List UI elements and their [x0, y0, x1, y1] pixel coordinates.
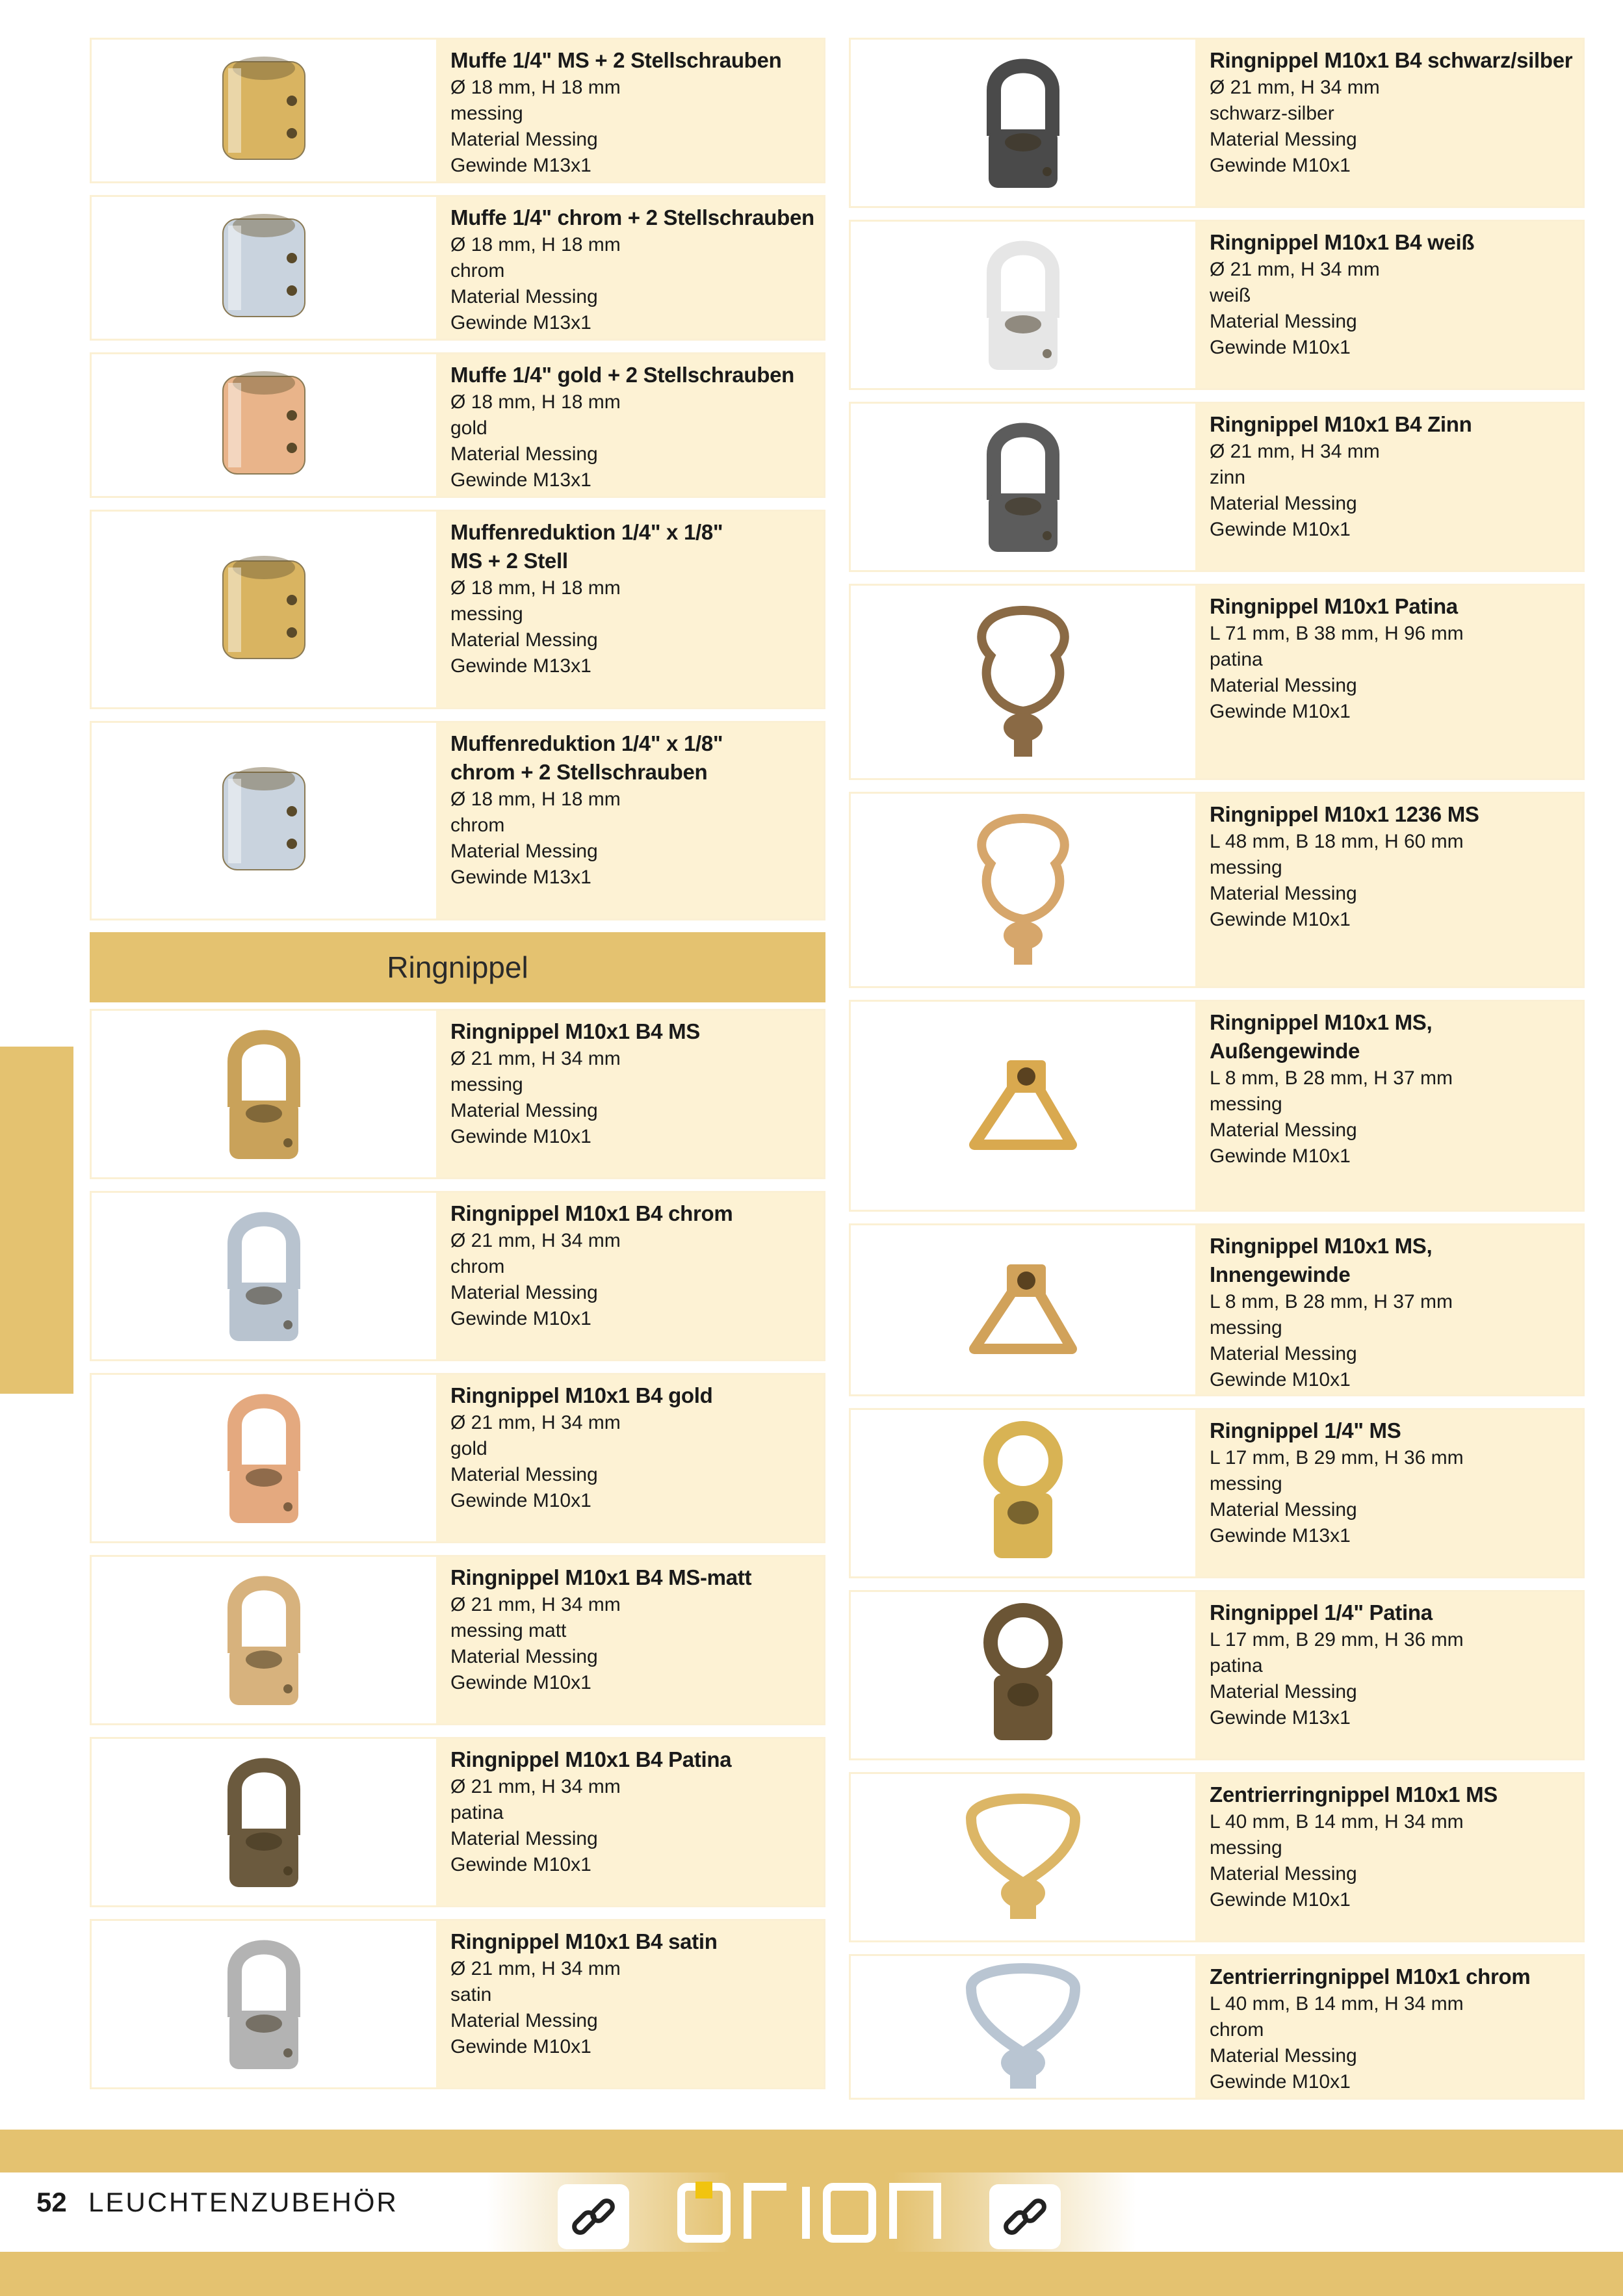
product-spec: messing [450, 603, 523, 625]
product-spec: Gewinde M10x1 [450, 2036, 591, 2057]
product-spec: Ø 18 mm, H 18 mm [450, 234, 621, 255]
product-description [1195, 1225, 1583, 1394]
product-title: Ringnippel 1/4" MS [1210, 1418, 1401, 1442]
product-spec: Ø 21 mm, H 34 mm [450, 1230, 621, 1251]
product-spec: Material Messing [450, 1646, 598, 1667]
product-spec: Gewinde M10x1 [1210, 1369, 1351, 1390]
product-title: Ringnippel M10x1 Patina [1210, 594, 1458, 618]
ring-nipple-chrome-icon [92, 1193, 436, 1359]
product-spec: L 8 mm, B 28 mm, H 37 mm [1210, 1291, 1453, 1312]
product-spec: Ø 21 mm, H 34 mm [1210, 77, 1380, 98]
product-spec: messing [450, 1074, 523, 1095]
product-spec: patina [1210, 1655, 1263, 1676]
product-description [436, 1739, 824, 1905]
product-spec: Material Messing [450, 1100, 598, 1121]
section-header: Ringnippel [90, 932, 825, 1002]
product-title: Zentrierringnippel M10x1 chrom [1210, 1964, 1531, 1989]
product-spec: schwarz-silber [1210, 103, 1334, 124]
ornate-ring-nipple-patina-icon [851, 586, 1195, 778]
product-spec: messing [450, 103, 523, 124]
product-spec: Ø 21 mm, H 34 mm [1210, 259, 1380, 280]
product-title: Ringnippel M10x1 B4 MS [450, 1019, 700, 1043]
ring-nipple-pewter-icon [851, 404, 1195, 570]
product-spec: Gewinde M10x1 [450, 1672, 591, 1693]
product-spec: Material Messing [1210, 2045, 1357, 2067]
product-description [1195, 1410, 1583, 1576]
product-title: Ringnippel M10x1 B4 Patina [450, 1747, 732, 1771]
product-spec: Material Messing [1210, 311, 1357, 332]
product-description [1195, 404, 1583, 570]
product-title: Muffe 1/4" MS + 2 Stellschrauben [450, 48, 782, 72]
product-spec: messing [1210, 1317, 1282, 1338]
product-spec: Ø 21 mm, H 34 mm [1210, 441, 1380, 462]
product-card [849, 1590, 1585, 1760]
round-ring-nipple-patina-icon [851, 1592, 1195, 1758]
product-title: Ringnippel M10x1 B4 weiß [1210, 230, 1475, 254]
product-card [90, 510, 825, 709]
product-spec: chrom [450, 1256, 505, 1277]
ring-nipple-brass-icon [92, 1011, 436, 1177]
ornate-ring-nipple-brass-icon [851, 794, 1195, 986]
product-card [849, 584, 1585, 780]
product-description [436, 723, 824, 919]
product-title: Zentrierringnippel M10x1 MS [1210, 1782, 1498, 1807]
product-title: Ringnippel M10x1 1236 MS [1210, 802, 1479, 826]
ring-nipple-patina-icon [92, 1739, 436, 1905]
product-spec: Material Messing [1210, 1343, 1357, 1364]
product-spec: Material Messing [1210, 1863, 1357, 1885]
product-title: Ringnippel 1/4" Patina [1210, 1600, 1433, 1624]
product-spec: Gewinde M13x1 [1210, 1707, 1351, 1729]
product-spec: Material Messing [1210, 129, 1357, 150]
product-description [1195, 1956, 1583, 2098]
product-description [436, 512, 824, 707]
product-spec: L 17 mm, B 29 mm, H 36 mm [1210, 1629, 1464, 1650]
sleeve-reduction-chrome-icon [92, 723, 436, 919]
centering-ring-nipple-brass-icon [851, 1774, 1195, 1940]
product-spec: Material Messing [450, 286, 598, 307]
product-title: Ringnippel M10x1 MS, Außengewinde [1210, 1010, 1433, 1063]
product-spec: Gewinde M10x1 [450, 1854, 591, 1875]
product-spec: gold [450, 1438, 487, 1459]
ring-nipple-black-silver-icon [851, 40, 1195, 206]
round-ring-nipple-brass-icon [851, 1410, 1195, 1576]
product-spec: messing [1210, 857, 1282, 878]
product-card [90, 1737, 825, 1907]
product-spec: Material Messing [1210, 1681, 1357, 1702]
product-card [90, 38, 825, 183]
product-description [436, 40, 824, 181]
product-title: Ringnippel M10x1 MS, Innengewinde [1210, 1234, 1433, 1286]
product-spec: L 17 mm, B 29 mm, H 36 mm [1210, 1447, 1464, 1468]
product-title: Ringnippel M10x1 B4 gold [450, 1383, 713, 1407]
chain-link-icon [989, 2184, 1061, 2249]
product-spec: Material Messing [1210, 493, 1357, 514]
product-spec: patina [1210, 649, 1263, 670]
footer-band-top [0, 2130, 1623, 2172]
product-card [90, 721, 825, 920]
product-spec: Ø 21 mm, H 34 mm [450, 1776, 621, 1797]
product-spec: Material Messing [1210, 1119, 1357, 1141]
product-spec: messing [1210, 1837, 1282, 1859]
product-spec: Ø 21 mm, H 34 mm [450, 1958, 621, 1979]
footer-band-bottom [0, 2252, 1623, 2296]
product-spec: Gewinde M10x1 [1210, 1889, 1351, 1911]
product-description [1195, 222, 1583, 388]
ring-nipple-gold-icon [92, 1375, 436, 1541]
product-spec: Material Messing [450, 443, 598, 465]
product-spec: zinn [1210, 467, 1246, 488]
ring-nipple-brass-matt-icon [92, 1557, 436, 1723]
product-card [90, 1191, 825, 1361]
product-description [1195, 794, 1583, 986]
product-title: Ringnippel M10x1 B4 schwarz/silber [1210, 48, 1573, 72]
product-description [436, 1557, 824, 1723]
product-spec: Ø 18 mm, H 18 mm [450, 77, 621, 98]
product-spec: messing [1210, 1473, 1282, 1494]
product-card [90, 1919, 825, 2089]
product-card [90, 1373, 825, 1543]
product-description [436, 197, 824, 339]
product-spec: Gewinde M10x1 [450, 1126, 591, 1147]
product-spec: patina [450, 1802, 504, 1823]
product-spec: satin [450, 1984, 492, 2005]
product-spec: Gewinde M13x1 [1210, 1525, 1351, 1546]
product-spec: L 71 mm, B 38 mm, H 96 mm [1210, 623, 1464, 644]
product-description [436, 1921, 824, 2087]
product-title: Muffenreduktion 1/4" x 1/8" chrom + 2 Stellschrauben [450, 731, 723, 784]
product-description [436, 354, 824, 496]
product-spec: Gewinde M10x1 [1210, 1145, 1351, 1167]
section-name: LEUCHTENZUBEHÖR [88, 2187, 398, 2217]
product-description [1195, 586, 1583, 778]
left-column [90, 38, 825, 2101]
product-title: Muffe 1/4" chrom + 2 Stellschrauben [450, 205, 814, 229]
product-spec: Material Messing [450, 2010, 598, 2031]
footer [0, 2130, 1623, 2296]
product-spec: Gewinde M13x1 [450, 469, 591, 491]
product-spec: Material Messing [450, 129, 598, 150]
product-title: Ringnippel M10x1 B4 Zinn [1210, 412, 1472, 436]
product-title: Muffenreduktion 1/4" x 1/8" MS + 2 Stell [450, 520, 723, 573]
product-card [90, 352, 825, 498]
product-spec: L 40 mm, B 14 mm, H 34 mm [1210, 1811, 1464, 1833]
product-spec: Material Messing [1210, 1499, 1357, 1520]
product-spec: Gewinde M10x1 [1210, 2071, 1351, 2093]
product-spec: Material Messing [450, 1828, 598, 1849]
product-spec: gold [450, 417, 487, 439]
product-card [849, 1954, 1585, 2100]
product-spec: Material Messing [450, 629, 598, 651]
product-spec: Gewinde M13x1 [450, 655, 591, 677]
product-description [436, 1193, 824, 1359]
product-spec: Ø 21 mm, H 34 mm [450, 1412, 621, 1433]
page-number: 52 [36, 2187, 67, 2217]
product-card [90, 1555, 825, 1725]
product-spec: Material Messing [1210, 883, 1357, 904]
product-spec: L 48 mm, B 18 mm, H 60 mm [1210, 831, 1464, 852]
product-description [1195, 1592, 1583, 1758]
product-card [849, 792, 1585, 988]
triangle-ring-nipple-internal-icon [851, 1225, 1195, 1394]
chain-link-icon [558, 2184, 629, 2249]
product-spec: Ø 18 mm, H 18 mm [450, 789, 621, 810]
product-spec: Material Messing [450, 841, 598, 862]
orion-logo [676, 2176, 949, 2248]
product-spec: Ø 18 mm, H 18 mm [450, 577, 621, 599]
product-card [849, 1000, 1585, 1212]
product-spec: Gewinde M13x1 [450, 155, 591, 176]
product-card [90, 1009, 825, 1179]
sleeve-gold-icon [92, 354, 436, 496]
product-spec: chrom [1210, 2019, 1264, 2041]
sleeve-chrome-icon [92, 197, 436, 339]
product-spec: Gewinde M13x1 [450, 867, 591, 888]
product-description [1195, 40, 1583, 206]
product-card [849, 220, 1585, 390]
product-spec: messing matt [450, 1620, 567, 1641]
product-spec: Gewinde M10x1 [1210, 337, 1351, 358]
product-title: Ringnippel M10x1 B4 chrom [450, 1201, 733, 1225]
product-spec: messing [1210, 1093, 1282, 1115]
sleeve-reduction-brass-icon [92, 512, 436, 707]
product-card [849, 1223, 1585, 1396]
ring-nipple-white-icon [851, 222, 1195, 388]
product-spec: chrom [450, 815, 505, 836]
product-card [849, 38, 1585, 208]
product-spec: Ø 21 mm, H 34 mm [450, 1594, 621, 1615]
sleeve-brass-icon [92, 40, 436, 181]
product-spec: Gewinde M10x1 [450, 1308, 591, 1329]
product-spec: Gewinde M10x1 [450, 1490, 591, 1511]
product-title: Muffe 1/4" gold + 2 Stellschrauben [450, 363, 794, 387]
side-tab [0, 1047, 73, 1394]
product-spec: Ø 18 mm, H 18 mm [450, 391, 621, 413]
product-card [90, 195, 825, 341]
product-spec: L 40 mm, B 14 mm, H 34 mm [1210, 1993, 1464, 2015]
product-description [436, 1011, 824, 1177]
product-description [1195, 1774, 1583, 1940]
product-spec: Material Messing [450, 1464, 598, 1485]
product-spec: Gewinde M10x1 [1210, 701, 1351, 722]
product-spec: Material Messing [450, 1282, 598, 1303]
product-title: Ringnippel M10x1 B4 satin [450, 1929, 718, 1953]
product-spec: chrom [450, 260, 505, 281]
centering-ring-nipple-chrome-icon [851, 1956, 1195, 2098]
product-title: Ringnippel M10x1 B4 MS-matt [450, 1565, 752, 1589]
product-card [849, 402, 1585, 572]
product-spec: Material Messing [1210, 675, 1357, 696]
product-card [849, 1408, 1585, 1578]
product-spec: Ø 21 mm, H 34 mm [450, 1048, 621, 1069]
product-card [849, 1772, 1585, 1942]
right-column [849, 38, 1585, 2111]
product-spec: weiß [1210, 285, 1251, 306]
triangle-ring-nipple-external-icon [851, 1002, 1195, 1210]
product-spec: L 8 mm, B 28 mm, H 37 mm [1210, 1067, 1453, 1089]
product-description [436, 1375, 824, 1541]
product-spec: Gewinde M13x1 [450, 312, 591, 333]
product-description [1195, 1002, 1583, 1210]
product-spec: Gewinde M10x1 [1210, 155, 1351, 176]
ring-nipple-satin-icon [92, 1921, 436, 2087]
product-spec: Gewinde M10x1 [1210, 909, 1351, 930]
product-spec: Gewinde M10x1 [1210, 519, 1351, 540]
